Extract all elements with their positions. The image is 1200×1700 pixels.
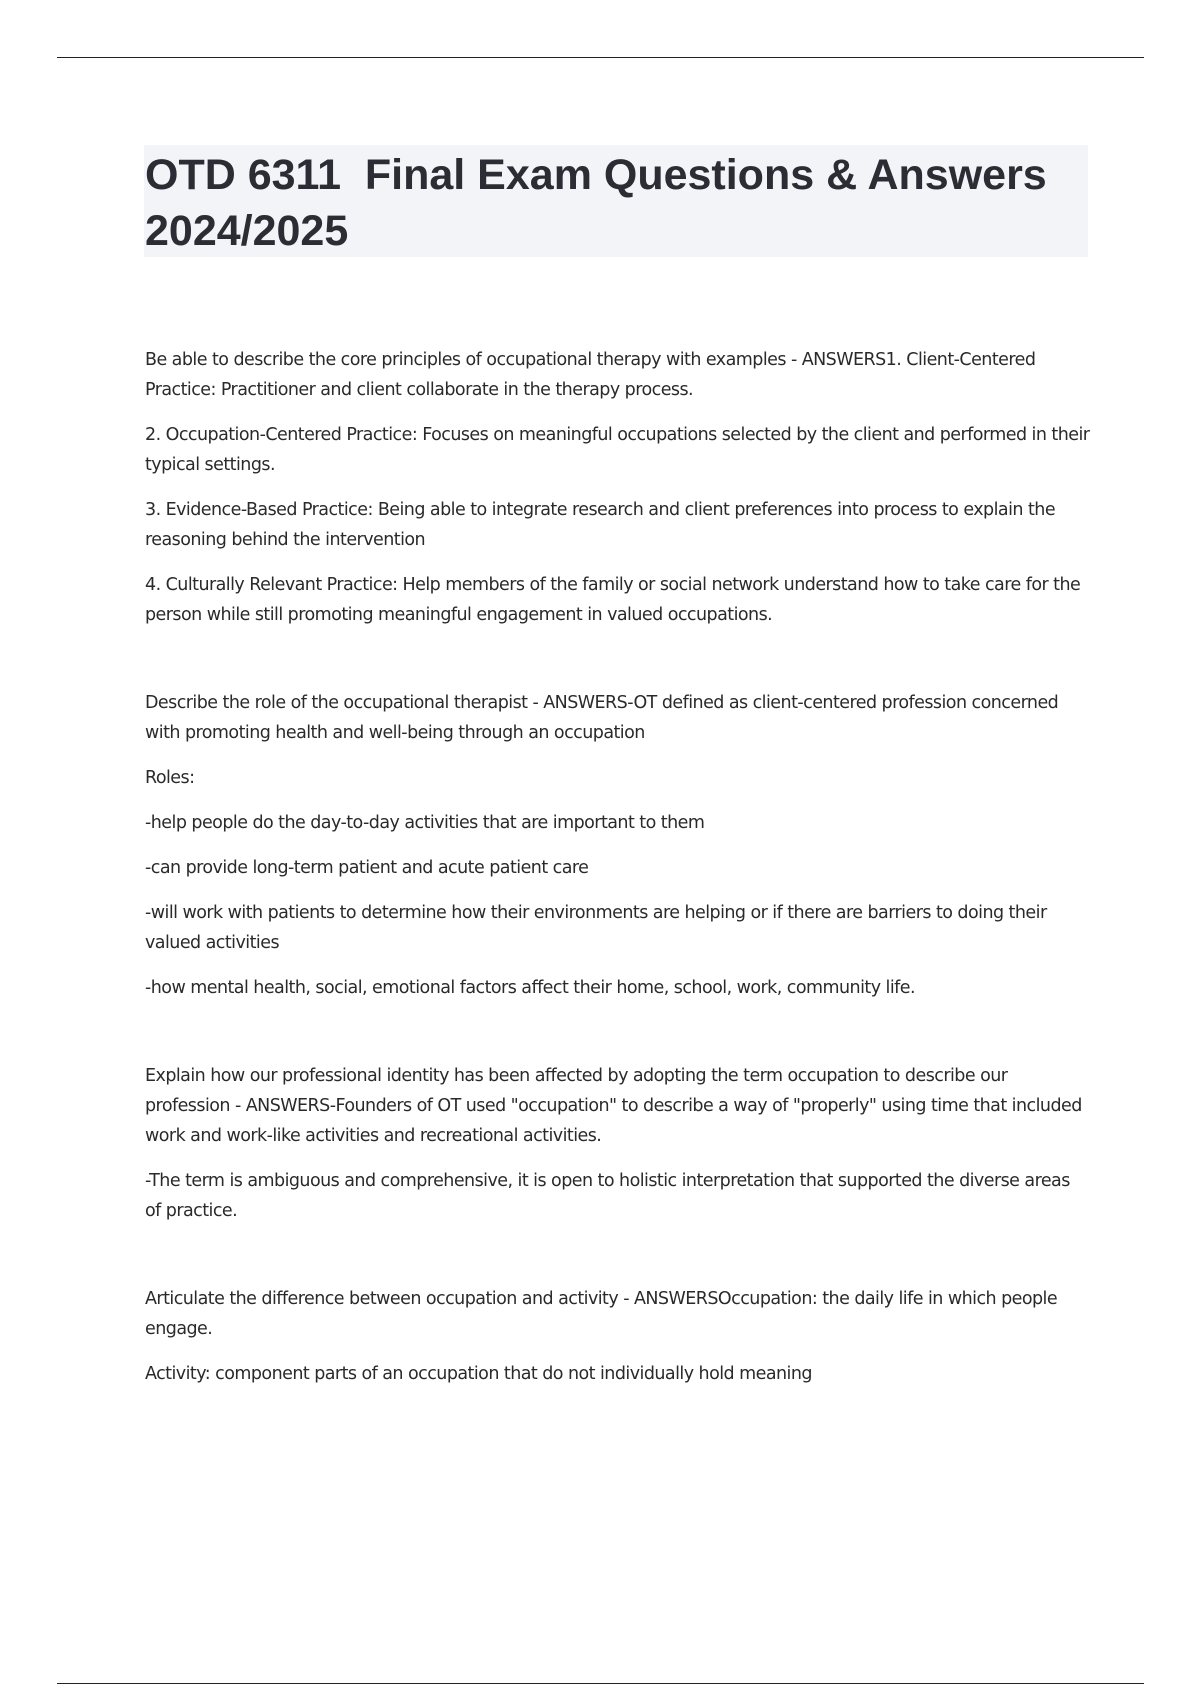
document-title: OTD 6311 Final Exam Questions & Answers 2024/2025 (145, 151, 1059, 255)
bottom-rule (57, 1683, 1144, 1684)
answer-paragraph: -can provide long-term patient and acute patient care (145, 858, 589, 878)
question-paragraph: Articulate the difference between occupation and activity - ANSWERSOccupation: the daily life in which people engage. (145, 1289, 1058, 1339)
qa-content (145, 345, 1090, 1404)
answer-paragraph: -how mental health, social, emotional factors affect their home, school, work, community life. (145, 978, 915, 998)
answer-paragraph: -The term is ambiguous and comprehensive, it is open to holistic interpretation that supported the diverse areas of practice. (145, 1171, 1070, 1221)
question-paragraph: Explain how our professional identity has been affected by adopting the term occupation to describe our profession - ANSWERS-Founders of OT used "occupation" to describe a way of "properly" using time that included work and work-like activities and recreational activities. (145, 1066, 1082, 1146)
question-paragraph: Be able to describe the core principles of occupational therapy with examples - ANSWERS1. Client-Centered Practice: Practitioner and client collaborate in the therapy process. (145, 350, 1036, 400)
answer-paragraph: 4. Culturally Relevant Practice: Help members of the family or social network understand how to take care for the person while still promoting meaningful engagement in valued occupations. (145, 575, 1081, 625)
question-paragraph: Describe the role of the occupational therapist - ANSWERS-OT defined as client-centered profession concerned with promoting health and well-being through an occupation (145, 693, 1059, 743)
answer-paragraph: -will work with patients to determine how their environments are helping or if there are barriers to doing their valued activities (145, 903, 1047, 953)
answer-paragraph: 3. Evidence-Based Practice: Being able to integrate research and client preferences into process to explain the reasoning behind the intervention (145, 500, 1056, 550)
qa-block (145, 1061, 1090, 1226)
qa-block (145, 345, 1090, 630)
qa-block (145, 1284, 1090, 1389)
qa-block (145, 688, 1090, 1003)
answer-paragraph: Activity: component parts of an occupation that do not individually hold meaning (145, 1364, 812, 1384)
answer-paragraph: Roles: (145, 768, 195, 788)
title-banner (144, 145, 1088, 257)
answer-paragraph: -help people do the day-to-day activities that are important to them (145, 813, 705, 833)
answer-paragraph: 2. Occupation-Centered Practice: Focuses on meaningful occupations selected by the client and performed in their typical settings. (145, 425, 1090, 475)
top-rule (57, 57, 1144, 58)
